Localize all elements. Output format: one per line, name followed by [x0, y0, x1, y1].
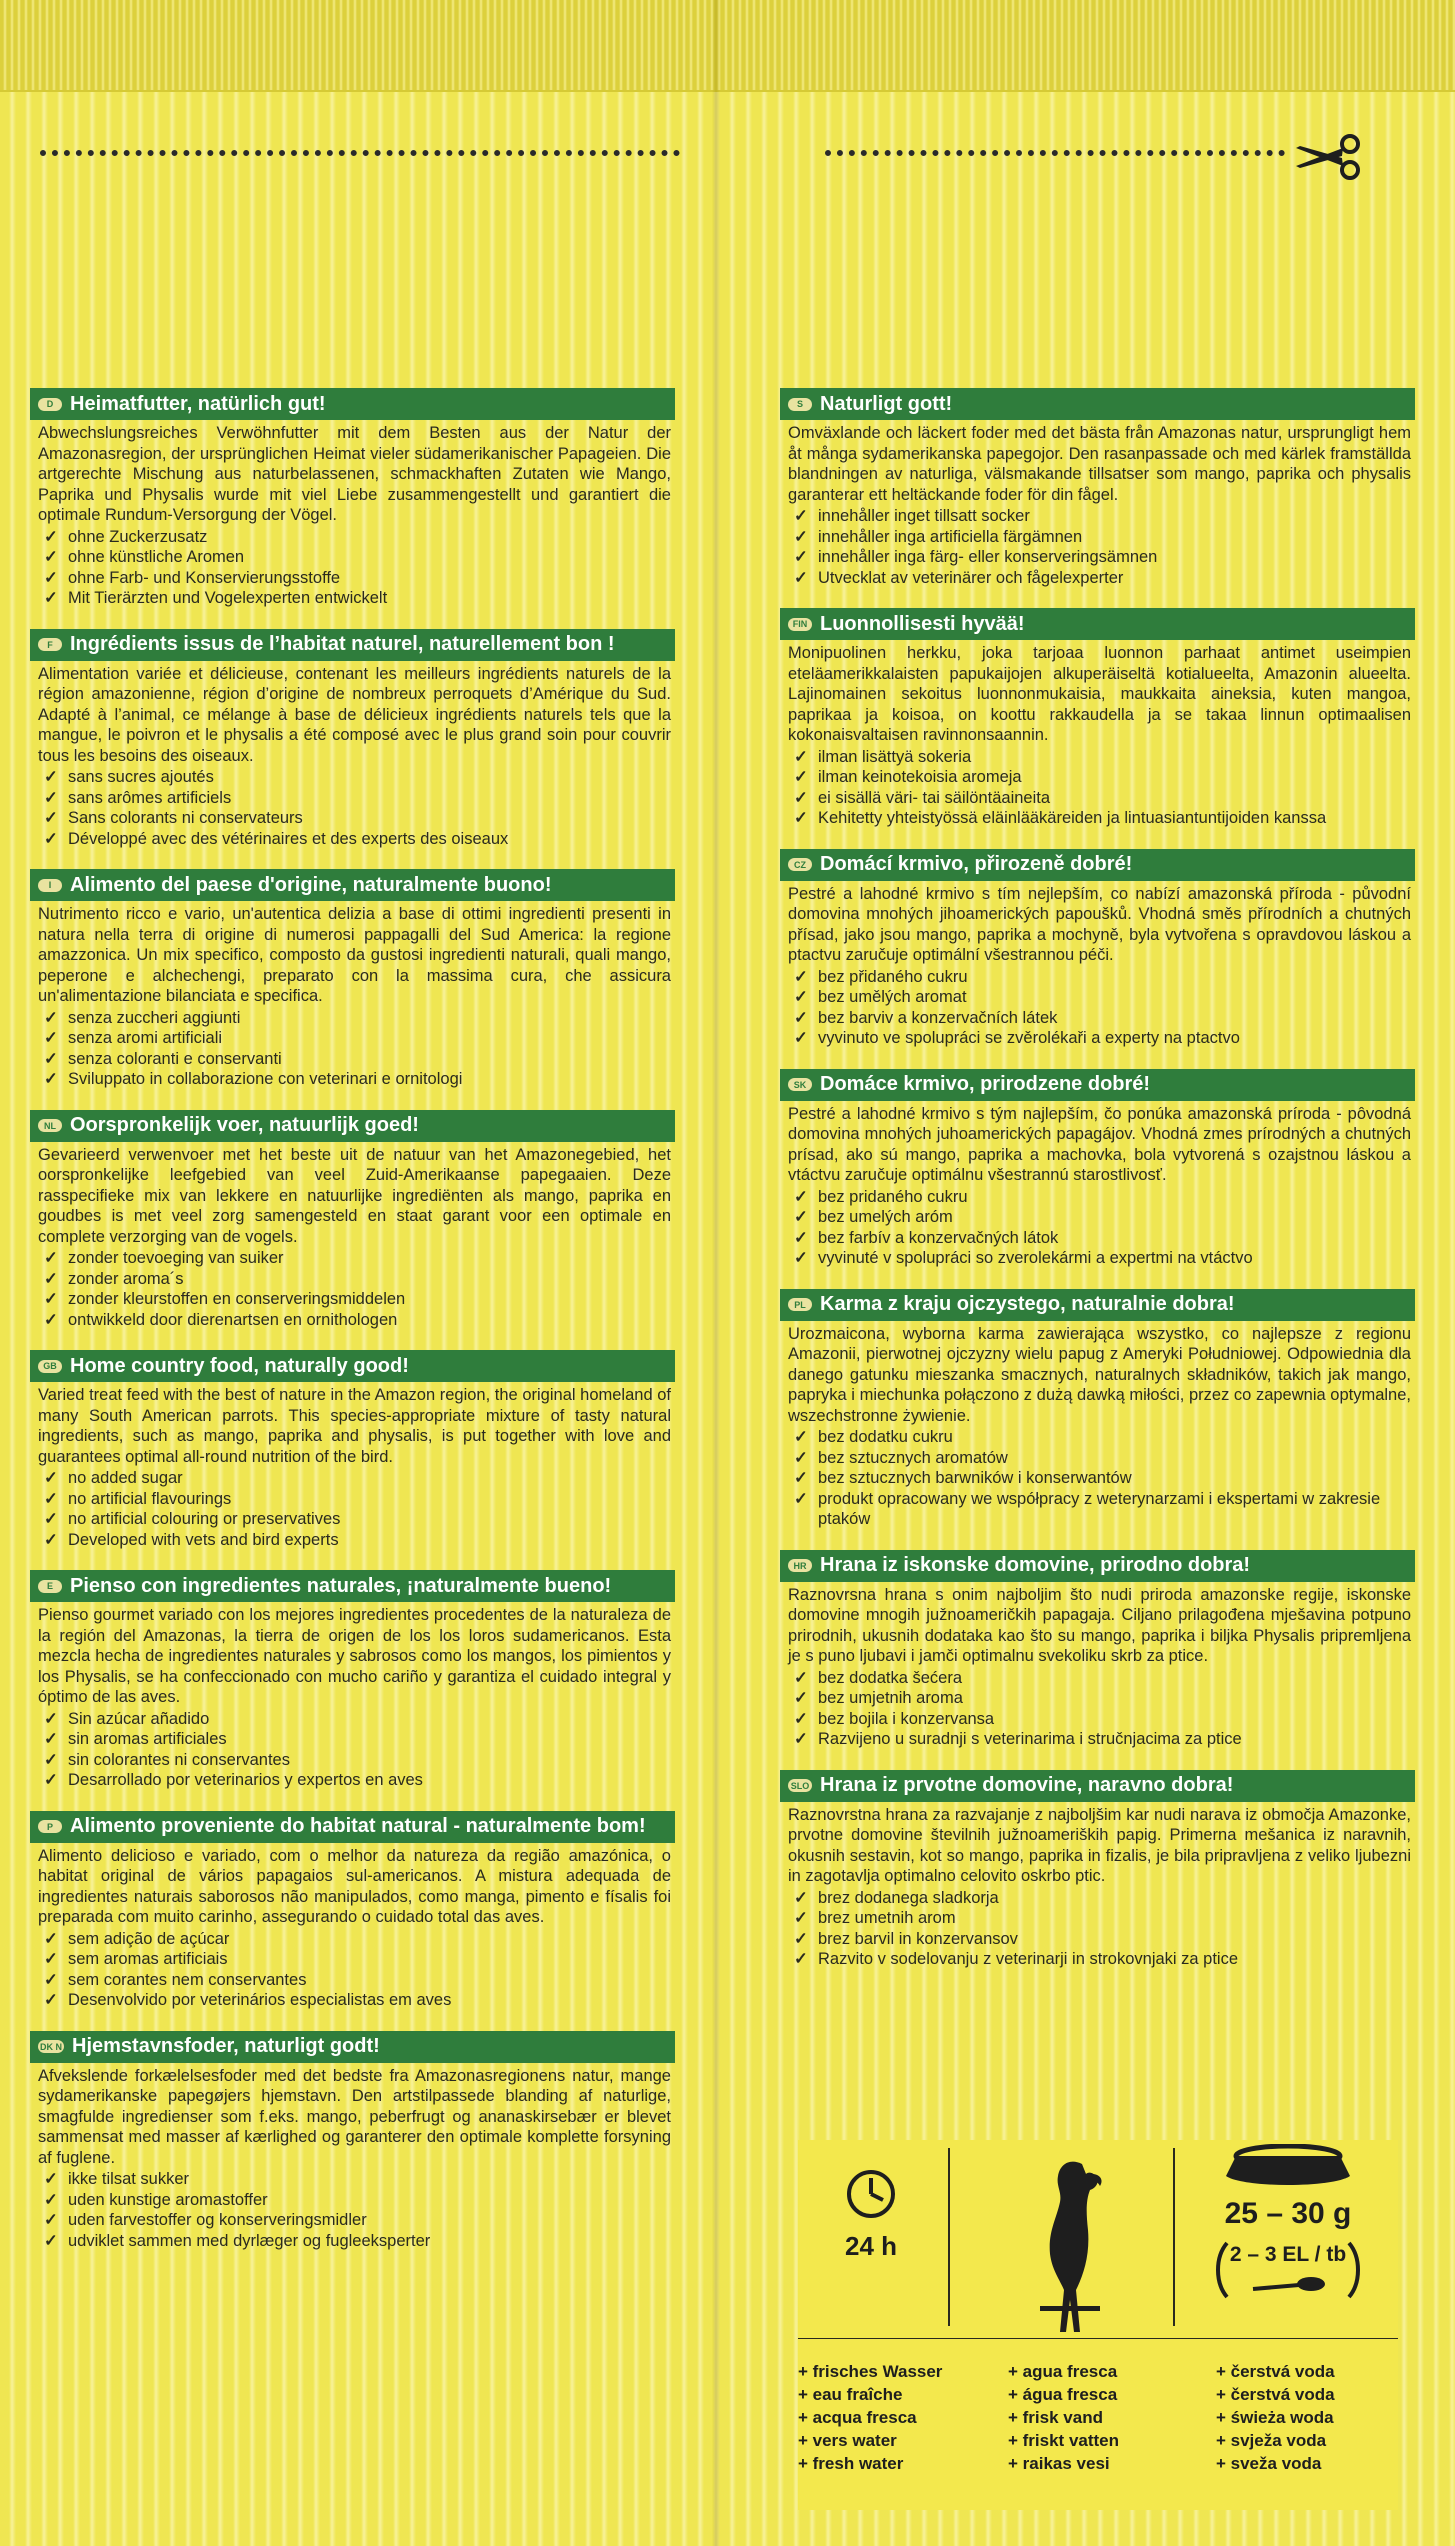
feature-item: ✓ bez přidaného cukru	[794, 967, 1411, 988]
feature-item: ✓ brez umetnih arom	[794, 1908, 1411, 1929]
feature-item: ✓ brez barvil in konzervansov	[794, 1929, 1411, 1950]
section-header	[30, 1110, 675, 1142]
text-section	[30, 2031, 675, 2252]
section-body	[30, 1382, 675, 1550]
feature-item: ✓ Mit Tierärzten und Vogelexperten entwickelt	[44, 588, 671, 609]
feature-item: ✓ brez dodanega sladkorja	[794, 1888, 1411, 1909]
section-header	[780, 1770, 1415, 1802]
text-section	[30, 629, 675, 850]
water-item: + friskt vatten	[1008, 2431, 1120, 2450]
feature-item: ✓ bez sztucznych aromatów	[794, 1448, 1411, 1469]
section-body	[780, 881, 1415, 1049]
feature-item: ✓ no added sugar	[44, 1468, 671, 1489]
section-body	[780, 640, 1415, 829]
section-header	[30, 388, 675, 420]
scissors-icon	[1292, 132, 1364, 182]
section-title: Hjemstavnsfoder, naturligt godt!	[72, 2035, 380, 2057]
feature-item: ✓ sem aromas artificiais	[44, 1949, 671, 1970]
section-body	[30, 1843, 675, 2011]
feature-item: ✓ vyvinuto ve spolupráci se zvěrolékaři a experty na ptactvo	[794, 1028, 1411, 1049]
section-description: Monipuolinen herkku, joka tarjoaa luonnon parhaat antimet useimpien eteläamerikkalaisten papukaijojen alkuperäiseltä kotialueelta, Amazonin alueelta. Lajinomainen sekoitus luonnonmukaisia, maukkaita aineksia, kuten mangoa, paprikaa ja koisoa, on koottu rakkaudella ja se takaa linnun optimaalisen kokonaisvaltaisen ravinnonsaannin.	[788, 644, 1411, 744]
section-description: Pestré a lahodné krmivo s tým najlepším, čo ponúka amazonská príroda - pôvodná domovina mnohých juhoamerických papagájov. Vhodná zmes prírodných a chutných prísad, ako sú mango, paprika a machovka, bola vytvorená s ozajstnou láskou a vtáctvu zaručuje optimálnu všestrannú starostlivosť.	[788, 1104, 1411, 1184]
water-item: + svježa voda	[1216, 2431, 1327, 2450]
feature-item: ✓ ohne Zuckerzusatz	[44, 527, 671, 548]
spoon-measure	[1213, 2239, 1363, 2299]
feature-item: ✓ zonder kleurstoffen en conserveringsmiddelen	[44, 1289, 671, 1310]
section-header	[30, 629, 675, 661]
water-item: + vers water	[798, 2431, 897, 2450]
text-section	[780, 1770, 1415, 1970]
section-description: Abwechslungsreiches Verwöhnfutter mit dem Besten aus der Natur der Amazonasregion, der ursprünglichen Heimat vieler südamerikanischer Papageien. Die artgerechte Mischung aus naturbelassenen, schmackhaften Zutaten wie Mango, Paprika und Physalis wurde mit viel Liebe zusammengestellt und garantiert die optimale Rundum-Versorgung der Vögel.	[38, 424, 671, 524]
section-description: Pienso gourmet variado con los mejores ingredientes procedentes de la naturaleza de la región del Amazonas, la tierra de origen de los los loros sudamericanos. Esta mezcla hecha de ingredientes naturales y sabrosos como los mangos, los pimientos y los Physalis, se ha confeccionado con mucho cariño y garantiza el cuidado integral y óptimo de las aves.	[38, 1606, 671, 1706]
language-badge: DK N	[40, 2041, 62, 2052]
section-body	[30, 661, 675, 850]
feature-item: ✓ uden farvestoffer og konserveringsmidler	[44, 2210, 671, 2231]
feature-item: ✓ vyvinuté v spolupráci so zverolekármi a expertmi na vtáctvo	[794, 1248, 1411, 1269]
water-item: + frisches Wasser	[798, 2362, 943, 2381]
feature-item: ✓ innehåller inga färg- eller konserveringsämnen	[794, 547, 1411, 568]
language-badge: SLO	[788, 1779, 812, 1792]
section-description: Varied treat feed with the best of nature in the Amazon region, the original homeland of many South American parrots. This species-appropriate mixture of tasty natural ingredients, such as mango, paprika and physalis, is put together with love and guarantees optimal all-round nutrition of the bird.	[38, 1386, 671, 1466]
water-item: + raikas vesi	[1008, 2454, 1110, 2473]
feature-list	[38, 2169, 671, 2251]
section-body	[780, 420, 1415, 588]
divider-2	[1173, 2148, 1175, 2326]
feeding-time: 24 h	[844, 2231, 898, 2261]
feature-list	[38, 1248, 671, 1330]
section-body	[780, 1321, 1415, 1530]
cut-line-left	[40, 150, 680, 156]
language-badge: NL	[38, 1119, 62, 1132]
section-body	[30, 1142, 675, 1331]
section-body	[30, 1602, 675, 1791]
section-title: Home country food, naturally good!	[70, 1354, 409, 1377]
text-section	[780, 608, 1415, 829]
feature-item: ✓ Desarrollado por veterinarios y expertos en aves	[44, 1770, 671, 1791]
parrot-icon	[1030, 2150, 1110, 2335]
section-title: Naturligt gott!	[820, 392, 953, 415]
water-item: + água fresca	[1008, 2385, 1118, 2404]
feature-item: ✓ senza coloranti e conservanti	[44, 1049, 671, 1070]
section-header	[780, 608, 1415, 640]
text-section	[30, 1110, 675, 1331]
section-body	[780, 1582, 1415, 1750]
info-divider-line	[798, 2338, 1398, 2339]
feature-item: ✓ bez umjetnih aroma	[794, 1688, 1411, 1709]
water-item: + eau fraîche	[798, 2385, 903, 2404]
language-badge: GB	[38, 1360, 62, 1373]
feature-item: ✓ bez barviv a konzervačních látek	[794, 1008, 1411, 1029]
feature-item: ✓ sin colorantes ni conservantes	[44, 1750, 671, 1771]
feature-list	[788, 1668, 1411, 1750]
section-description: Alimento delicioso e variado, com o melhor da natureza da região amazónica, o habitat original de vários papagaios sul-americanos. A mistura adequada de ingredientes naturais saborosos não manipulados, como manga, pimento e físalis foi preparada com muito carinho, assegurando o cuidado total das aves.	[38, 1846, 671, 1926]
section-title: Alimento proveniente do habitat natural - naturalmente bom!	[70, 1815, 646, 1837]
feature-item: ✓ ilman keinotekoisia aromeja	[794, 767, 1411, 788]
language-badge: I	[38, 879, 62, 892]
text-section	[30, 388, 675, 609]
section-title: Alimento del paese d'origine, naturalmente buono!	[70, 873, 552, 896]
section-description: Pestré a lahodné krmivo s tím nejlepším, co nabízí amazonská příroda - původní domovina mnohých jihoamerických papoušků. Vhodná směs přírodních a chutných přísad, jako jsou mango, paprika a mochyně, byla vytvořena s opravdovou láskou a ptactvu zaručuje optimální všestrannou péči.	[788, 884, 1411, 964]
feature-list	[38, 1468, 671, 1550]
water-item: + acqua fresca	[798, 2408, 917, 2427]
text-section	[780, 1069, 1415, 1269]
section-title: Luonnollisesti hyvää!	[820, 612, 1025, 635]
text-section	[780, 1550, 1415, 1750]
feature-item: ✓ bez umělých aromat	[794, 987, 1411, 1008]
feature-item: ✓ zonder aroma´s	[44, 1269, 671, 1290]
feature-item: ✓ sans sucres ajoutés	[44, 767, 671, 788]
bowl-block	[1208, 2144, 1368, 2344]
section-body	[780, 1101, 1415, 1269]
section-header	[780, 1550, 1415, 1582]
feature-item: ✓ bez sztucznych barwników i konserwantów	[794, 1468, 1411, 1489]
feature-item: ✓ Developed with vets and bird experts	[44, 1530, 671, 1551]
left-column	[30, 388, 675, 2271]
feature-item: ✓ ohne künstliche Aromen	[44, 547, 671, 568]
language-badge: D	[38, 398, 62, 411]
feature-item: ✓ no artificial flavourings	[44, 1489, 671, 1510]
text-section	[30, 869, 675, 1090]
water-item: + čerstvá voda	[1216, 2362, 1335, 2381]
language-badge: E	[38, 1580, 62, 1593]
water-item: + fresh water	[798, 2454, 904, 2473]
section-description: Alimentation variée et délicieuse, contenant les meilleurs ingrédients naturels de la région amazonienne, région d’origine de nombreux perroquets d’Amérique du Sud. Adapté à l’animal, ce mélange à base de délicieux ingrédients naturels tels que la mangue, le poivron et le physalis a été composé avec le plus grand soin pour couvrir tous les besoins des oiseaux.	[38, 664, 671, 765]
language-badge: PL	[788, 1298, 812, 1311]
text-section	[30, 1811, 675, 2011]
feature-item: ✓ Razvijeno u suradnji s veterinarima i stručnjacima za ptice	[794, 1729, 1411, 1750]
packaging-crimp-seal	[0, 0, 1455, 92]
clock-block	[838, 2168, 904, 2288]
section-body	[780, 1802, 1415, 1970]
section-title: Heimatfutter, natürlich gut!	[70, 392, 326, 415]
feature-item: ✓ sans arômes artificiels	[44, 788, 671, 809]
section-description: Afvekslende forkælelsesfoder med det bedste fra Amazonasregionens natur, mange sydamerikanske papegøjers hjemstavn. Den artstilpassede blanding af naturlige, smagfulde ingredienser som f.eks. mango, peberfrugt og ananaskirsebær er blevet sammensat med masser af kærlighed og garanterer den optimale komplette forsyning af fuglene.	[38, 2066, 671, 2167]
feeding-info-box	[798, 2140, 1398, 2510]
feature-item: ✓ sem adição de açúcar	[44, 1929, 671, 1950]
water-item: + agua fresca	[1008, 2362, 1118, 2381]
section-header	[30, 1350, 675, 1382]
section-title: Hrana iz iskonske domovine, prirodno dobra!	[820, 1554, 1251, 1576]
language-badge: CZ	[788, 858, 812, 871]
right-column	[780, 388, 1415, 1990]
section-header	[780, 849, 1415, 881]
feature-item: ✓ sem corantes nem conservantes	[44, 1970, 671, 1991]
section-title: Pienso con ingredientes naturales, ¡naturalmente bueno!	[70, 1574, 612, 1597]
feature-item: ✓ Sviluppato in collaborazione con veterinari e ornitologi	[44, 1069, 671, 1090]
section-description: Raznovrstna hrana za razvajanje z najboljšim kar nudi narava iz območja Amazonke, prvotne domovine številnih južnoameriških papig. Primerna mešanica iz naravnih, okusnih sestavin, kot so mango, paprika in fizalis, je bila pripravljena z veliko ljubezni in zagotavlja optimalno celovito oskrbo ptic.	[788, 1805, 1411, 1885]
feature-item: ✓ bez dodatku cukru	[794, 1427, 1411, 1448]
section-title: Ingrédients issus de l’habitat naturel, naturellement bon !	[70, 633, 615, 655]
feature-list	[38, 767, 671, 849]
feature-item: ✓ senza zuccheri aggiunti	[44, 1008, 671, 1029]
feature-item: ✓ ontwikkeld door dierenartsen en ornithologen	[44, 1310, 671, 1331]
feature-list	[38, 1929, 671, 2011]
text-section	[30, 1350, 675, 1550]
feature-item: ✓ senza aromi artificiali	[44, 1028, 671, 1049]
text-section	[780, 388, 1415, 588]
feature-item: ✓ zonder toevoeging van suiker	[44, 1248, 671, 1269]
water-item: + frisk vand	[1008, 2408, 1103, 2427]
text-section	[780, 849, 1415, 1049]
feature-item: ✓ bez pridaného cukru	[794, 1187, 1411, 1208]
section-header	[30, 1570, 675, 1602]
language-badge: HR	[788, 1559, 812, 1572]
section-header	[30, 2031, 675, 2063]
feature-list	[38, 1709, 671, 1791]
water-item: + čerstvá voda	[1216, 2385, 1335, 2404]
feature-item: ✓ bez bojila i konzervansa	[794, 1709, 1411, 1730]
language-badge: S	[788, 398, 812, 411]
feature-list	[788, 967, 1411, 1049]
feature-item: ✓ innehåller inget tillsatt socker	[794, 506, 1411, 527]
feature-item: ✓ Utvecklat av veterinärer och fågelexperter	[794, 568, 1411, 589]
language-badge: P	[38, 1820, 62, 1833]
feature-item: ✓ Développé avec des vétérinaires et des experts des oiseaux	[44, 829, 671, 850]
feature-item: ✓ Sin azúcar añadido	[44, 1709, 671, 1730]
section-header	[30, 1811, 675, 1843]
feature-item: ✓ ei sisällä väri- tai säilöntäaineita	[794, 788, 1411, 809]
spoon-text: 2 – 3 EL / tb	[1229, 2243, 1347, 2266]
feature-item: ✓ udviklet sammen med dyrlæger og fugleeksperter	[44, 2231, 671, 2252]
clock-icon	[845, 2168, 897, 2220]
feature-list	[788, 1187, 1411, 1269]
section-header	[780, 388, 1415, 420]
section-title: Oorspronkelijk voer, natuurlijk goed!	[70, 1114, 419, 1136]
text-section	[780, 1289, 1415, 1530]
language-badge: FIN	[788, 618, 812, 631]
feature-item: ✓ produkt opracowany we współpracy z weterynarzami i ekspertami w zakresie ptaków	[794, 1489, 1411, 1530]
feature-item: ✓ bez dodatka šećera	[794, 1668, 1411, 1689]
feature-item: ✓ Sans colorants ni conservateurs	[44, 808, 671, 829]
section-description: Urozmaicona, wyborna karma zawierająca wszystko, co najlepsze z regionu Amazonii, pierwotnej ojczyzny wielu papug z Ameryki Południowej. Odpowiednia dla danego gatunku mieszanka smacznych, naturalnych składników, takich jak mango, papryka i miechunka połączono z dużą dawką miłości, przez co zapewnia optymalne, wszechstronne żywienie.	[788, 1324, 1411, 1425]
feature-list	[788, 1888, 1411, 1970]
section-description: Raznovrsna hrana s onim najboljim što nudi priroda amazonske regije, iskonske domovine mnogih južnoameričkih papagaja. Ciljano prilagođena mješavina potpuno prirodnih, ukusnih dodataka kao što su mango, paprika i biljka Physalis pripremljena je s puno ljubavi i jamči optimalnu svekoliku skrb za ptice.	[788, 1585, 1411, 1665]
section-header	[780, 1069, 1415, 1101]
divider-1	[948, 2148, 950, 2326]
feature-item: ✓ no artificial colouring or preservatives	[44, 1509, 671, 1530]
feature-item: ✓ Desenvolvido por veterinários especialistas em aves	[44, 1990, 671, 2011]
feature-item: ✓ sin aromas artificiales	[44, 1729, 671, 1750]
section-body	[30, 901, 675, 1090]
feature-item: ✓ uden kunstige aromastoffer	[44, 2190, 671, 2211]
feature-list	[788, 747, 1411, 829]
section-description: Nutrimento ricco e vario, un'autentica delizia a base di ottimi ingredienti presenti in natura nella terra di origine di numerosi pappagalli del Sud America: la regione amazzonica. Un mix specifico, composto da gustosi ingredienti naturali, quali mango, peperone e alchechengi, preparato con la massima cura, che assicura un'alimentazione bilanciata e specifica.	[38, 905, 671, 1005]
section-description: Gevarieerd verwenvoer met het beste uit de natuur van het Amazonegebied, het oorspronkelijke leefgebied van veel Zuid-Amerikaanse papegaaien. Deze rasspecifieke mix van lekkere en natuurlijke ingrediënten als mango, paprika en goudbes is met veel zorg samengesteld en staat garant voor een optimale en complete verzorging van de vogels.	[38, 1145, 671, 1246]
section-title: Hrana iz prvotne domovine, naravno dobra!	[820, 1774, 1234, 1796]
section-description: Omväxlande och läckert foder med det bästa från Amazonas natur, ursprungligt hem åt många sydamerikanska papegojor. Den rasanpassade och med kärlek framställda blandningen av naturliga, välsmakande tillsatser som mango, paprika och physalis garanterar ett heltäckande foder för din fågel.	[788, 424, 1411, 504]
feeding-amount: 25 – 30 g	[1224, 2197, 1352, 2230]
feature-list	[38, 527, 671, 609]
feature-item: ✓ ohne Farb- und Konservierungsstoffe	[44, 568, 671, 589]
section-body	[30, 2063, 675, 2252]
section-title: Domáce krmivo, prirodzene dobré!	[820, 1073, 1151, 1095]
water-column-3	[1216, 2360, 1335, 2475]
section-body	[30, 420, 675, 609]
feature-item: ✓ bez farbív a konzervačných látok	[794, 1228, 1411, 1249]
section-title: Domácí krmivo, přirozeně dobré!	[820, 853, 1133, 875]
water-column-2	[1008, 2360, 1119, 2475]
section-header	[30, 869, 675, 901]
water-item: + świeża woda	[1216, 2408, 1334, 2427]
feature-item: ✓ ikke tilsat sukker	[44, 2169, 671, 2190]
feature-list	[788, 506, 1411, 588]
feature-item: ✓ Razvito v sodelovanju z veterinarji in strokovnjaki za ptice	[794, 1949, 1411, 1970]
feature-item: ✓ Kehitetty yhteistyössä eläinlääkäreiden ja lintuasiantuntijoiden kanssa	[794, 808, 1411, 829]
feature-item: ✓ ilman lisättyä sokeria	[794, 747, 1411, 768]
feature-item: ✓ innehåller inga artificiella färgämnen	[794, 527, 1411, 548]
packaging-seam	[712, 0, 720, 2546]
feature-list	[788, 1427, 1411, 1530]
language-badge: SK	[788, 1078, 812, 1091]
cut-line-right	[825, 150, 1285, 156]
section-title: Karma z kraju ojczystego, naturalnie dobra!	[820, 1293, 1235, 1315]
feature-item: ✓ bez umelých aróm	[794, 1207, 1411, 1228]
section-header	[780, 1289, 1415, 1321]
text-section	[30, 1570, 675, 1791]
language-badge: F	[38, 638, 62, 651]
feature-list	[38, 1008, 671, 1090]
water-column-1	[798, 2360, 942, 2475]
water-item: + sveža voda	[1216, 2454, 1322, 2473]
bowl-icon	[1223, 2144, 1353, 2188]
